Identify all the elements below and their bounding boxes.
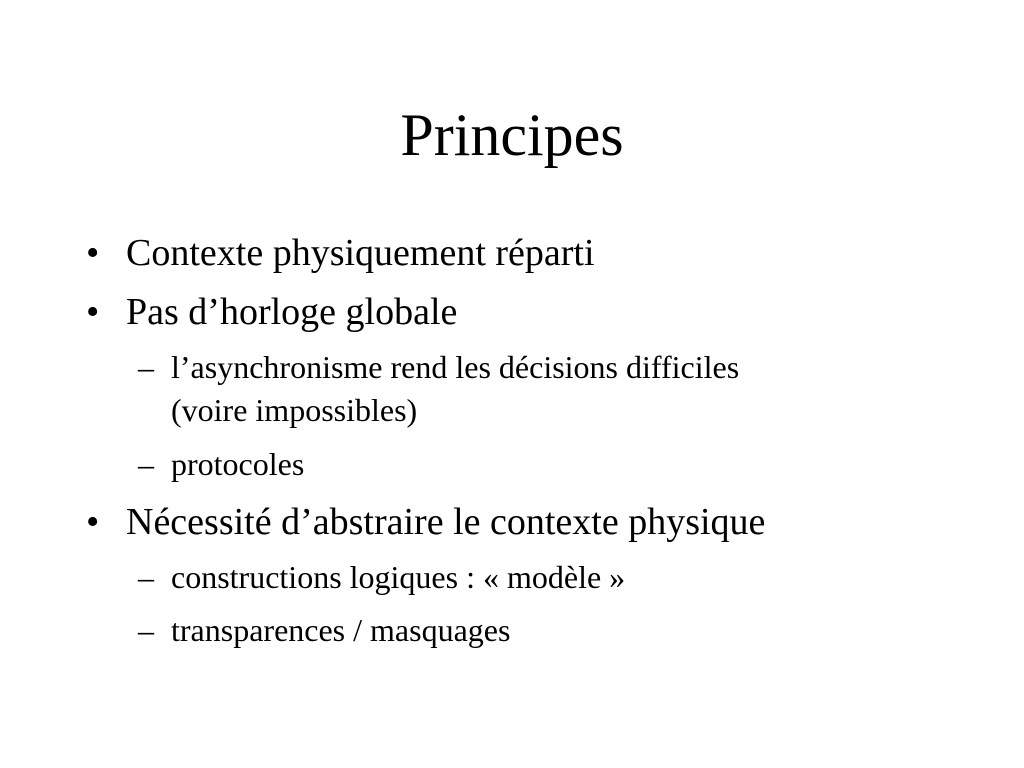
subitem-2-1-line-2: (voire impossibles) (171, 392, 418, 428)
bullet-item-2: Pas d’horloge globale (126, 291, 458, 333)
dash-icon: – (138, 612, 154, 648)
subitem-2-2: protocoles (171, 446, 305, 482)
bullet-item-1: Contexte physiquement réparti (126, 232, 595, 274)
bullet-item-3: Nécessité d’abstraire le contexte physique (126, 501, 766, 543)
bullet-icon: • (86, 291, 100, 333)
slide-title: Principes (400, 102, 624, 168)
subitem-3-2: transparences / masquages (171, 612, 511, 648)
subitem-3-1: constructions logiques : « modèle » (171, 559, 626, 595)
bullet-icon: • (86, 232, 100, 274)
bullet-icon: • (86, 501, 100, 543)
dash-icon: – (138, 349, 154, 385)
subitem-2-1-line-1: l’asynchronisme rend les décisions difficiles (171, 349, 740, 385)
dash-icon: – (138, 559, 154, 595)
dash-icon: – (138, 446, 154, 482)
